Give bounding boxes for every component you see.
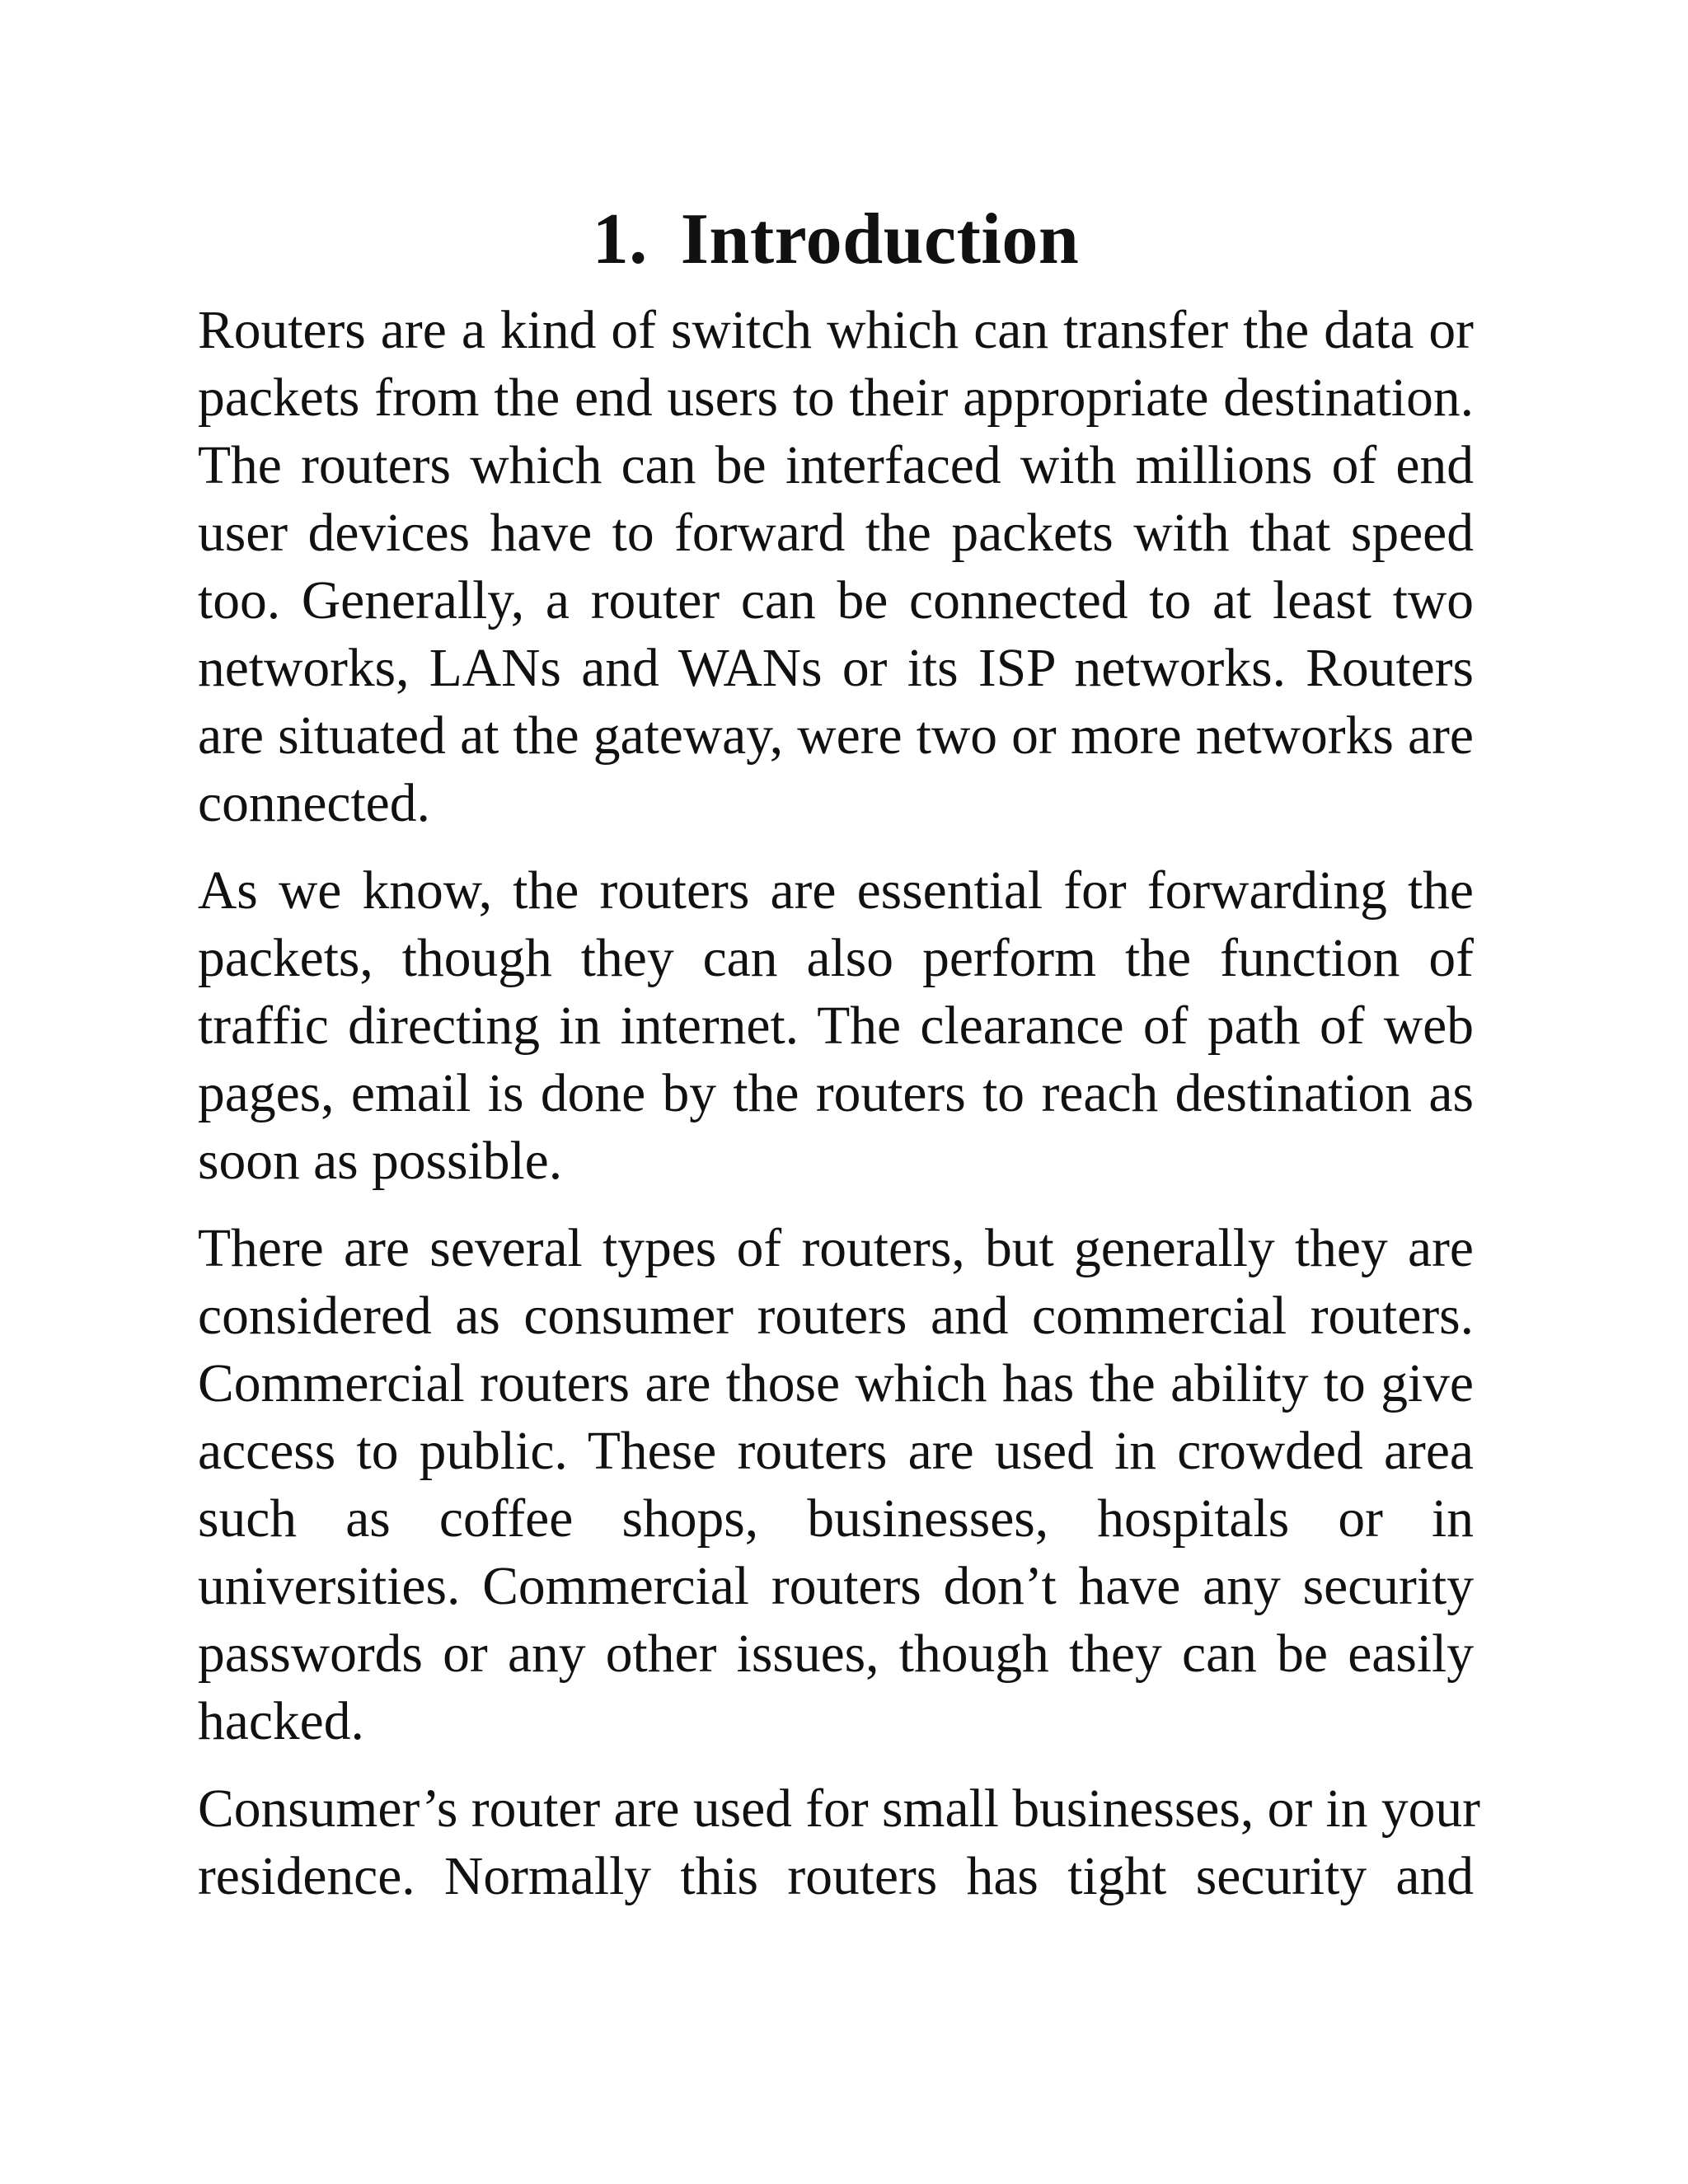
text-line: such as coffee shops, businesses, hospitals or in: [198, 1489, 1474, 1549]
section-heading: [198, 194, 1474, 285]
text-line: Consumer’s router are used for small businesses, or in your: [198, 1779, 1480, 1839]
text-line: hacked.: [198, 1692, 364, 1751]
text-line: pages, email is done by the routers to reach destination as: [198, 1064, 1474, 1123]
text-line: Commercial routers are those which has the ability to give: [198, 1354, 1474, 1413]
text-line: residence. Normally this routers has tight security and: [198, 1847, 1474, 1906]
text-line: passwords or any other issues, though they can be easily: [198, 1624, 1474, 1684]
paragraph: [198, 297, 1474, 837]
text-line: networks, LANs and WANs or its ISP networks. Routers: [198, 639, 1474, 698]
page-content: [198, 194, 1480, 1930]
text-line: As we know, the routers are essential for forwarding the: [198, 861, 1474, 921]
text-line: connected.: [198, 774, 430, 833]
text-line: Routers are a kind of switch which can transfer the data or: [198, 301, 1474, 360]
paragraph: [198, 1215, 1474, 1755]
text-line: soon as possible.: [198, 1132, 563, 1191]
section-number: 1.: [592, 199, 648, 279]
text-line: access to public. These routers are used in crowded area: [198, 1422, 1474, 1481]
text-line: too. Generally, a router can be connected to at least two: [198, 571, 1474, 630]
text-line: universities. Commercial routers don’t have any security: [198, 1557, 1474, 1616]
text-line: packets from the end users to their appropriate destination.: [198, 368, 1474, 428]
text-line: considered as consumer routers and commercial routers.: [198, 1286, 1474, 1346]
section-title: Introduction: [680, 199, 1080, 279]
text-line: There are several types of routers, but generally they are: [198, 1219, 1474, 1278]
text-line: user devices have to forward the packets with that speed: [198, 504, 1474, 563]
body-text: [198, 297, 1480, 1910]
text-line: traffic directing in internet. The clearance of path of web: [198, 996, 1474, 1056]
text-line: are situated at the gateway, were two or more networks are: [198, 706, 1474, 766]
text-line: packets, though they can also perform the function of: [198, 929, 1474, 988]
paragraph: [198, 857, 1474, 1195]
paragraph: [198, 1775, 1480, 1910]
text-line: The routers which can be interfaced with millions of end: [198, 436, 1474, 495]
